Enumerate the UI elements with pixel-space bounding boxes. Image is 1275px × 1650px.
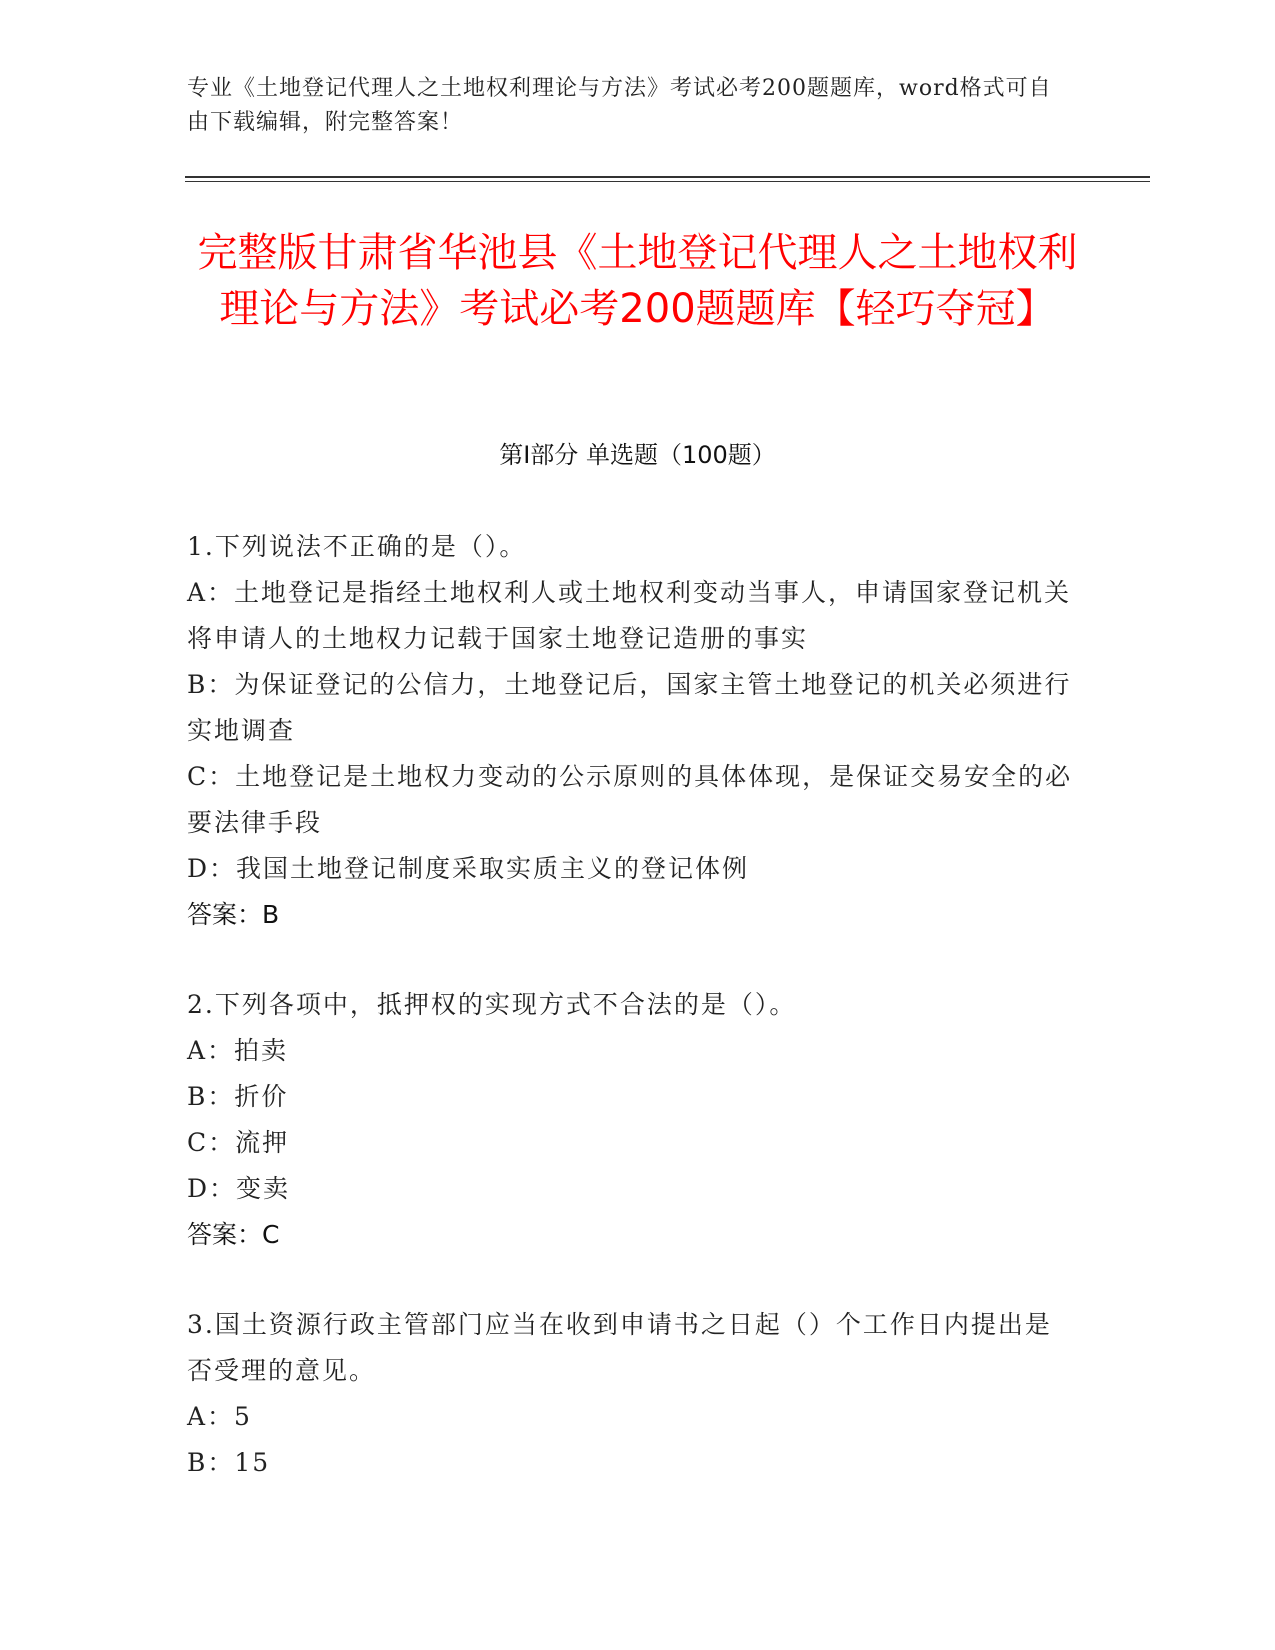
- header-note: 专业《土地登记代理人之土地权利理论与方法》考试必考200题题库，word格式可自由下载编辑，附完整答案！: [187, 76, 1052, 135]
- option-a: A：5: [187, 1402, 252, 1431]
- header-divider-thin: [185, 181, 1150, 182]
- option-a: A：土地登记是指经土地权利人或土地权利变动当事人，申请国家登记机关将申请人的土地权力记载于国家土地登记造册的事实: [187, 578, 1072, 653]
- header-divider-thick: [185, 176, 1150, 178]
- question-list: [187, 524, 1077, 1530]
- question-stem: 2.下列各项中，抵押权的实现方式不合法的是（）。: [187, 990, 797, 1019]
- question-stem: 1.下列说法不正确的是（）。: [187, 532, 527, 561]
- option-c: C：土地登记是土地权力变动的公示原则的具体体现，是保证交易安全的必要法律手段: [187, 762, 1073, 837]
- answer: 答案：C: [187, 1220, 280, 1249]
- option-a: A：拍卖: [187, 1036, 289, 1065]
- option-b: B：折价: [187, 1082, 289, 1111]
- option-b: B：15: [187, 1448, 271, 1477]
- question-2: [187, 982, 1077, 1258]
- section-heading: 第Ⅰ部分 单选题（100题）: [499, 441, 776, 469]
- document-title: 完整版甘肃省华池县《土地登记代理人之土地权利理论与方法》考试必考200题题库【轻巧夺冠】: [197, 230, 1078, 332]
- option-c: C：流押: [187, 1128, 290, 1157]
- question-1: [187, 524, 1077, 938]
- answer: 答案：B: [187, 900, 280, 929]
- question-stem: 3.国土资源行政主管部门应当在收到申请书之日起（）个工作日内提出是否受理的意见。: [187, 1310, 1052, 1385]
- option-b: B：为保证登记的公信力，土地登记后，国家主管土地登记的机关必须进行实地调查: [187, 670, 1072, 745]
- option-d: D：变卖: [187, 1174, 291, 1203]
- option-d: D：我国土地登记制度采取实质主义的登记体例: [187, 854, 750, 883]
- question-3: [187, 1302, 1077, 1486]
